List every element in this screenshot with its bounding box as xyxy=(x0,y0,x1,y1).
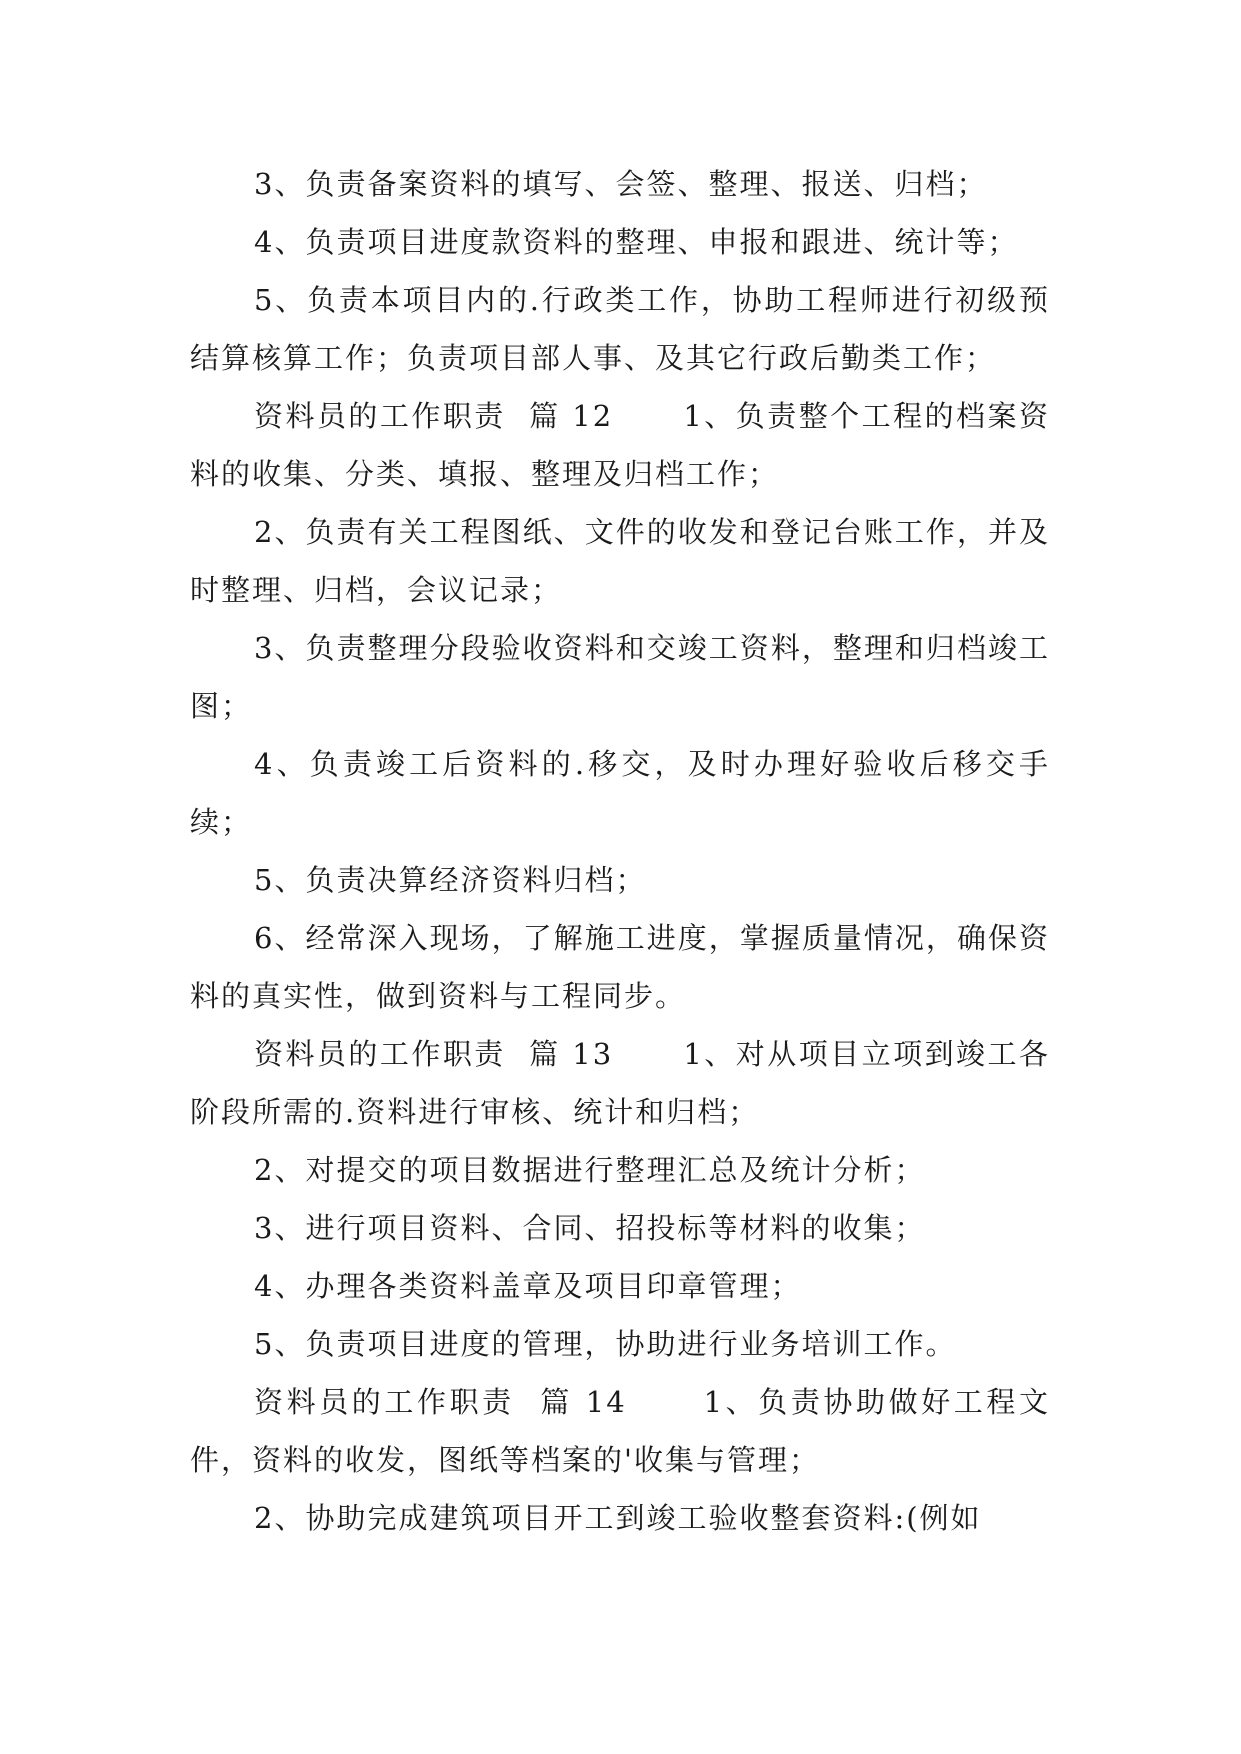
section-heading-paragraph: 资料员的工作职责 篇 12 1、负责整个工程的档案资料的收集、分类、填报、整理及归档工作； xyxy=(190,399,1050,491)
paragraph: 5、负责决算经济资料归档； xyxy=(254,863,647,897)
paragraph: 4、负责项目进度款资料的整理、申报和跟进、统计等； xyxy=(254,225,1019,259)
document-body xyxy=(190,155,1050,1547)
paragraph: 3、负责整理分段验收资料和交竣工资料，整理和归档竣工图； xyxy=(190,631,1050,723)
paragraph: 6、经常深入现场，了解施工进度，掌握质量情况，确保资料的真实性，做到资料与工程同步。 xyxy=(190,921,1050,1013)
paragraph: 5、负责项目进度的管理，协助进行业务培训工作。 xyxy=(254,1327,957,1361)
section-heading-paragraph: 资料员的工作职责 篇 14 1、负责协助做好工程文件，资料的收发，图纸等档案的'收集与管理； xyxy=(190,1385,1050,1477)
paragraph: 3、负责备案资料的填写、会签、整理、报送、归档； xyxy=(254,167,988,201)
section-heading-paragraph: 资料员的工作职责 篇 13 1、对从项目立项到竣工各阶段所需的.资料进行审核、统计和归档； xyxy=(190,1037,1050,1129)
paragraph: 5、负责本项目内的.行政类工作，协助工程师进行初级预结算核算工作；负责项目部人事、及其它行政后勤类工作； xyxy=(190,283,1050,375)
paragraph: 4、办理各类资料盖章及项目印章管理； xyxy=(254,1269,802,1303)
paragraph: 2、协助完成建筑项目开工到竣工验收整套资料:(例如 xyxy=(254,1501,982,1535)
paragraph: 2、负责有关工程图纸、文件的收发和登记台账工作，并及时整理、归档，会议记录； xyxy=(190,515,1050,607)
paragraph: 2、对提交的项目数据进行整理汇总及统计分析； xyxy=(254,1153,926,1187)
paragraph: 4、负责竣工后资料的.移交，及时办理好验收后移交手续； xyxy=(190,747,1050,839)
paragraph: 3、进行项目资料、合同、招投标等材料的收集； xyxy=(254,1211,926,1245)
